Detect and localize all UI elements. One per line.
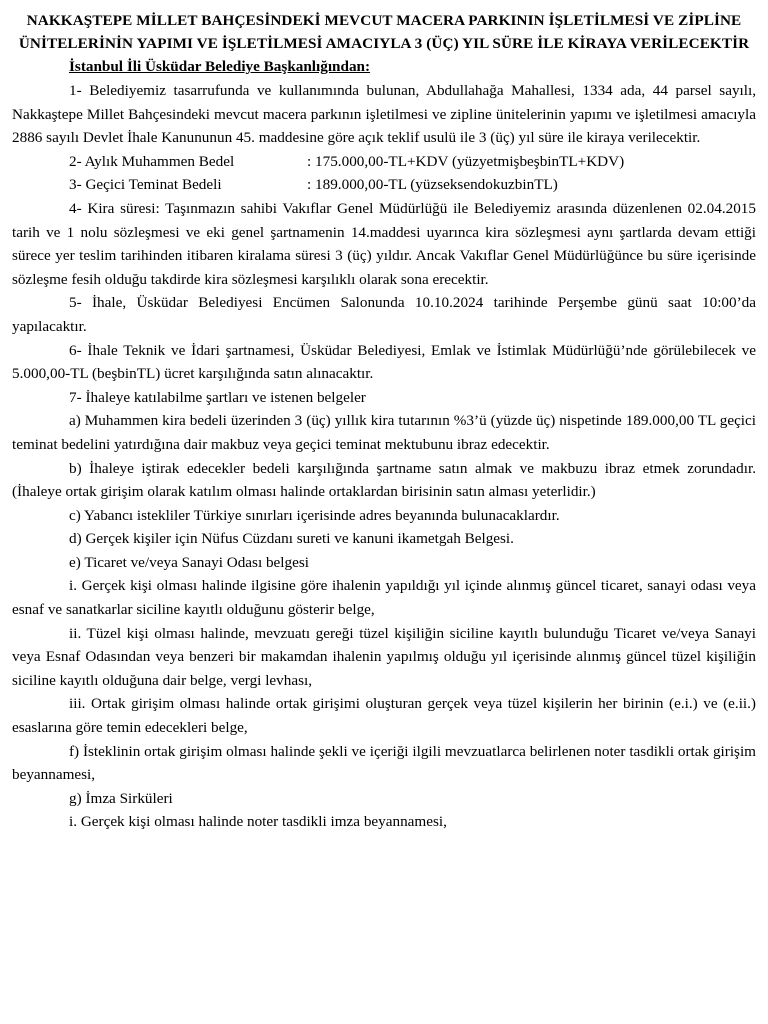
paragraph-4: 4- Kira süresi: Taşınmazın sahibi Vakıflar Genel Müdürlüğü ile Belediyemiz arasında düzenlenen 02.04.2015 tarih ve 1 nolu sözleşmesi ve eki genel şartnamenin 14.maddesi uyarınca kira sözleşmesi aynı şartlarda devam ettiği sürece yer teslim tarihinden itibaren kiralama süresi 3 (üç) yıldır. Ancak Vakıflar Genel Müdürlüğünce bu süre içerisinde sözleşme fesih olduğu takdirde kira sözleşmesi karşılıklı olarak sona erecektir. — [12, 199, 756, 288]
paragraph-7e-iii: iii. Ortak girişim olması halinde ortak girişimi oluşturan gerçek veya tüzel kişilerin her birinin (e.i.) ve (e.ii.) esaslarına göre temin edecekleri belge, — [12, 695, 756, 737]
paragraph-7c: c) Yabancı istekliler Türkiye sınırları içerisinde adres beyanında bulunacaklardır. — [69, 506, 560, 524]
monthly-estimated-price-label: 2- Aylık Muhammen Bedel — [69, 152, 235, 170]
paragraph-7e-i: i. Gerçek kişi olması halinde ilgisine göre ihalenin yapıldığı yıl içinde alınmış güncel ticaret, sanayi odası veya esnaf ve sanatkarlar siciline kayıtlı olduğunu gösterir belge, — [12, 577, 756, 619]
issuing-authority: İstanbul İli Üsküdar Belediye Başkanlığından: — [69, 58, 371, 76]
temporary-guarantee-value: : 189.000,00-TL (yüzseksendokuzbinTL) — [307, 176, 558, 194]
announcement-page — [12, 0, 756, 834]
paragraph-6: 6- İhale Teknik ve İdari şartnamesi, Üsküdar Belediyesi, Emlak ve İstimlak Müdürlüğü’nde görülebilecek ve 5.000,00-TL (beşbinTL) ücret karşılığında satın alınacaktır. — [12, 341, 756, 383]
paragraph-7g: g) İmza Sirküleri — [69, 789, 173, 807]
paragraph-7f: f) İsteklinin ortak girişim olması halinde şekli ve içeriği ilgili mevzuatlarca belirlenen noter tasdikli ortak girişim beyannamesi, — [12, 742, 756, 784]
paragraph-7a: a) Muhammen kira bedeli üzerinden 3 (üç) yıllık kira tutarının %3’ü (yüzde üç) nispetinde 189.000,00 TL geçici teminat bedelini yatırdığına dair makbuz veya geçici teminat mektubunu ibraz edecektir. — [12, 412, 756, 453]
paragraph-7d: d) Gerçek kişiler için Nüfus Cüzdanı sureti ve kanuni ikametgah Belgesi. — [69, 530, 514, 548]
temporary-guarantee-row — [12, 173, 756, 197]
paragraph-7e-ii: ii. Tüzel kişi olması halinde, mevzuatı gereği tüzel kişiliğin siciline kayıtlı bulunduğu Ticaret ve/veya Sanayi veya Esnaf Odasından veya benzeri bir makamdan ihalenin yapılmış olduğu yıl içerisinde alınmış güncel tüzel kişiliğin siciline kayıtlı olduğuna dair belge, vergi levhası, — [12, 624, 756, 689]
monthly-estimated-price-row — [12, 150, 756, 174]
paragraph-5: 5- İhale, Üsküdar Belediyesi Encümen Salonunda 10.10.2024 tarihinde Perşembe günü saat 10:00’da yapılacaktır. — [12, 294, 756, 335]
paragraph-7g-i: i. Gerçek kişi olması halinde noter tasdikli imza beyannamesi, — [69, 813, 447, 831]
paragraph-7: 7- İhaleye katılabilme şartları ve istenen belgeler — [69, 388, 366, 406]
paragraph-7e: e) Ticaret ve/veya Sanayi Odası belgesi — [69, 553, 309, 571]
monthly-estimated-price-value: : 175.000,00-TL+KDV (yüzyetmişbeşbinTL+KDV) — [307, 152, 625, 170]
paragraph-1: 1- Belediyemiz tasarrufunda ve kullanımında bulunan, Abdullahağa Mahallesi, 1334 ada, 44 parsel sayılı, Nakkaştepe Millet Bahçesindeki mevcut macera parkının işletilmesi ve zipline ünitelerinin yapımı ve işletilmesi amacıyla 2886 sayılı Devlet İhale Kanununun 45. maddesine göre açık teklif usulü ile 3 (üç) yıl süre ile kiraya verilecektir. — [12, 82, 756, 147]
temporary-guarantee-label: 3- Geçici Teminat Bedeli — [69, 176, 222, 194]
document-title: NAKKAŞTEPE MİLLET BAHÇESİNDEKİ MEVCUT MACERA PARKININ İŞLETİLMESİ VE ZİPLİNE ÜNİTELERİNİN YAPIMI VE İŞLETİLMESİ AMACIYLA 3 (ÜÇ) YIL SÜRE İLE KİRAYA VERİLECEKTİR — [18, 12, 750, 53]
paragraph-7b: b) İhaleye iştirak edecekler bedeli karşılığında şartname satın almak ve makbuzu ibraz etmek zorundadır.(İhaleye ortak girişim olarak katılım olması halinde ortaklardan birisinin satın alması yeterlidir.) — [12, 459, 756, 501]
